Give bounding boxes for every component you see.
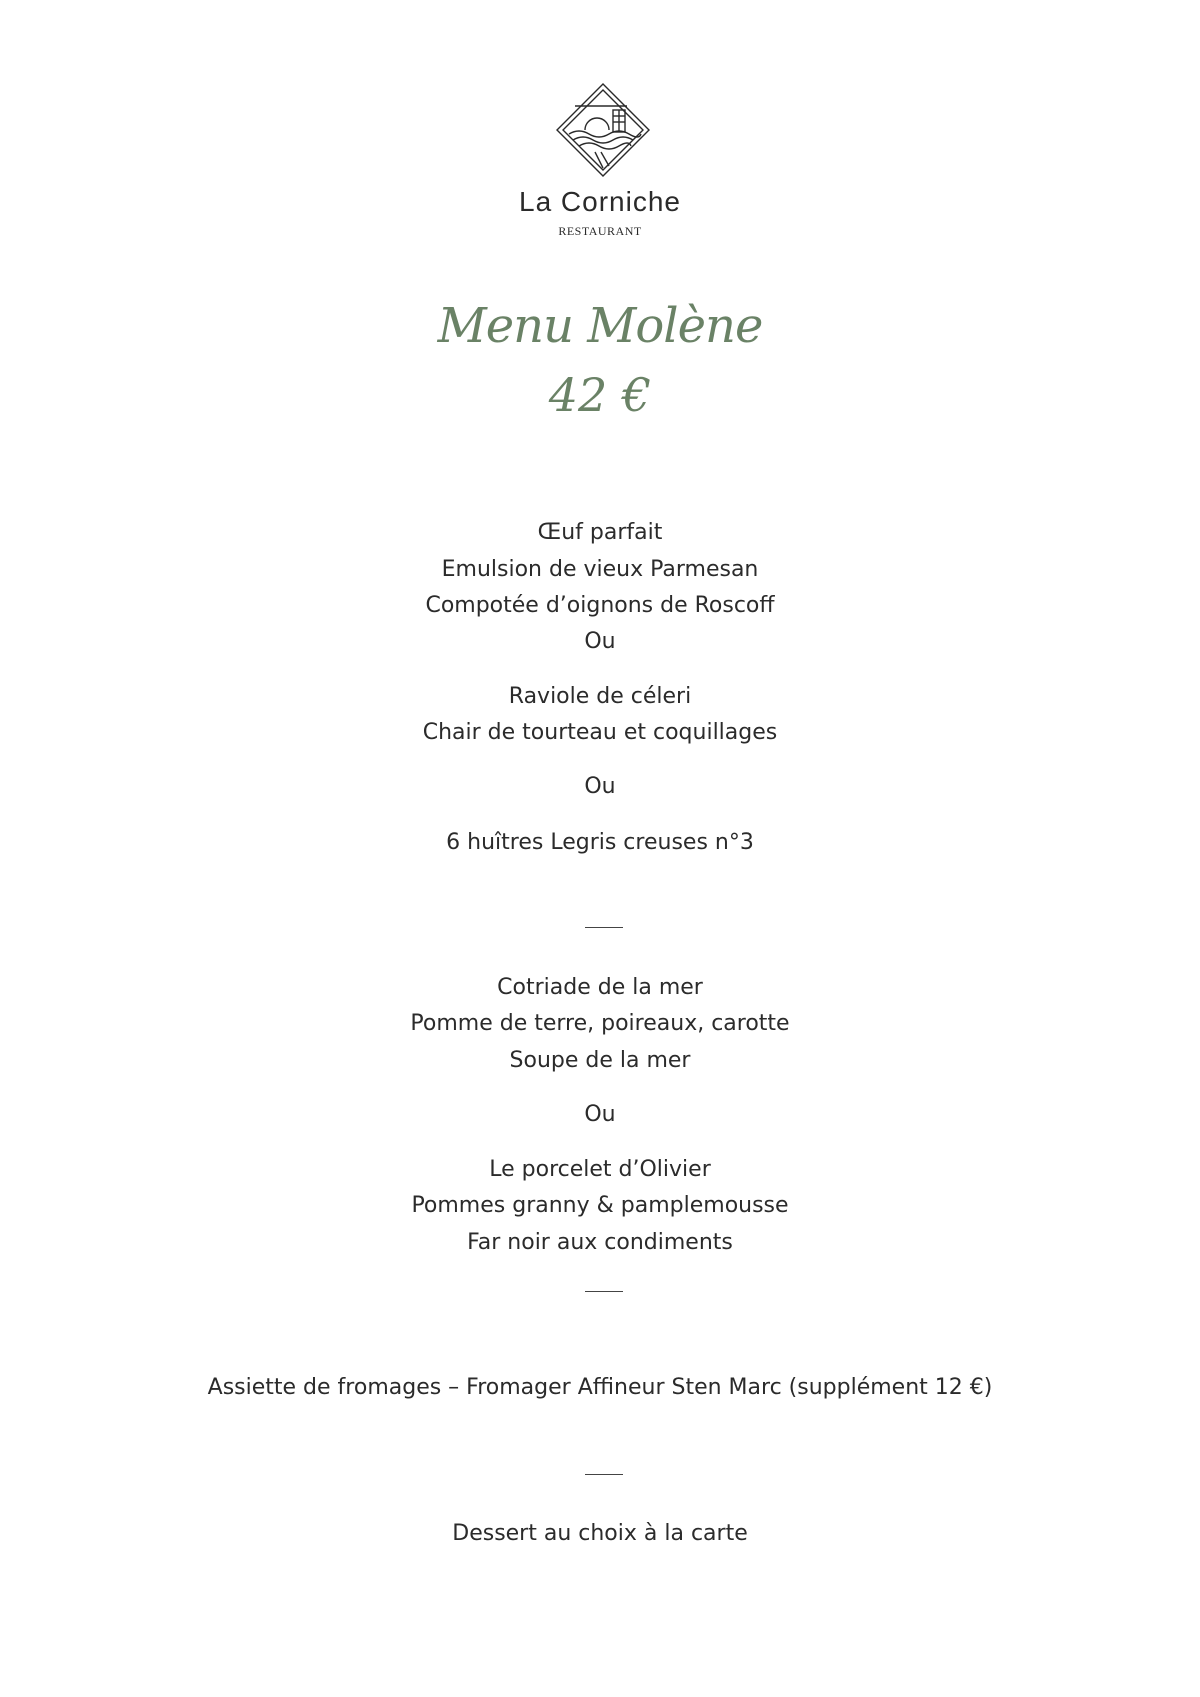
- section-divider: [585, 1474, 623, 1475]
- starter-1-line-3: Compotée d’oignons de Roscoff: [425, 593, 775, 618]
- starter-1-line-2: Emulsion de vieux Parmesan: [441, 557, 759, 582]
- starter-3-line-1: 6 huîtres Legris creuses n°3: [446, 830, 754, 855]
- main-1-line-3: Soupe de la mer: [509, 1048, 691, 1073]
- main-2-line-2: Pommes granny & pamplemousse: [411, 1193, 789, 1218]
- dessert-line: Dessert au choix à la carte: [452, 1521, 748, 1546]
- restaurant-logo-icon: [555, 82, 651, 178]
- or-label: Ou: [584, 629, 616, 654]
- or-label: Ou: [584, 1102, 616, 1127]
- starter-2-line-2: Chair de tourteau et coquillages: [422, 720, 778, 745]
- section-divider: [585, 927, 623, 928]
- menu-title: Menu Molène: [437, 298, 763, 354]
- section-divider: [585, 1291, 623, 1292]
- main-2-line-3: Far noir aux condiments: [467, 1230, 733, 1255]
- main-2-line-1: Le porcelet d’Olivier: [489, 1157, 711, 1182]
- cheese-line: Assiette de fromages – Fromager Affineur Sten Marc (supplément 12 €): [207, 1375, 993, 1400]
- starter-1-line-1: Œuf parfait: [537, 520, 663, 545]
- menu-price: 42 €: [548, 368, 652, 422]
- main-1-line-1: Cotriade de la mer: [497, 975, 703, 1000]
- or-label: Ou: [584, 774, 616, 799]
- brand-subtitle: RESTAURANT: [558, 224, 642, 238]
- starter-2-line-1: Raviole de céleri: [508, 684, 692, 709]
- brand-name: La Corniche: [519, 186, 681, 217]
- main-1-line-2: Pomme de terre, poireaux, carotte: [410, 1011, 790, 1036]
